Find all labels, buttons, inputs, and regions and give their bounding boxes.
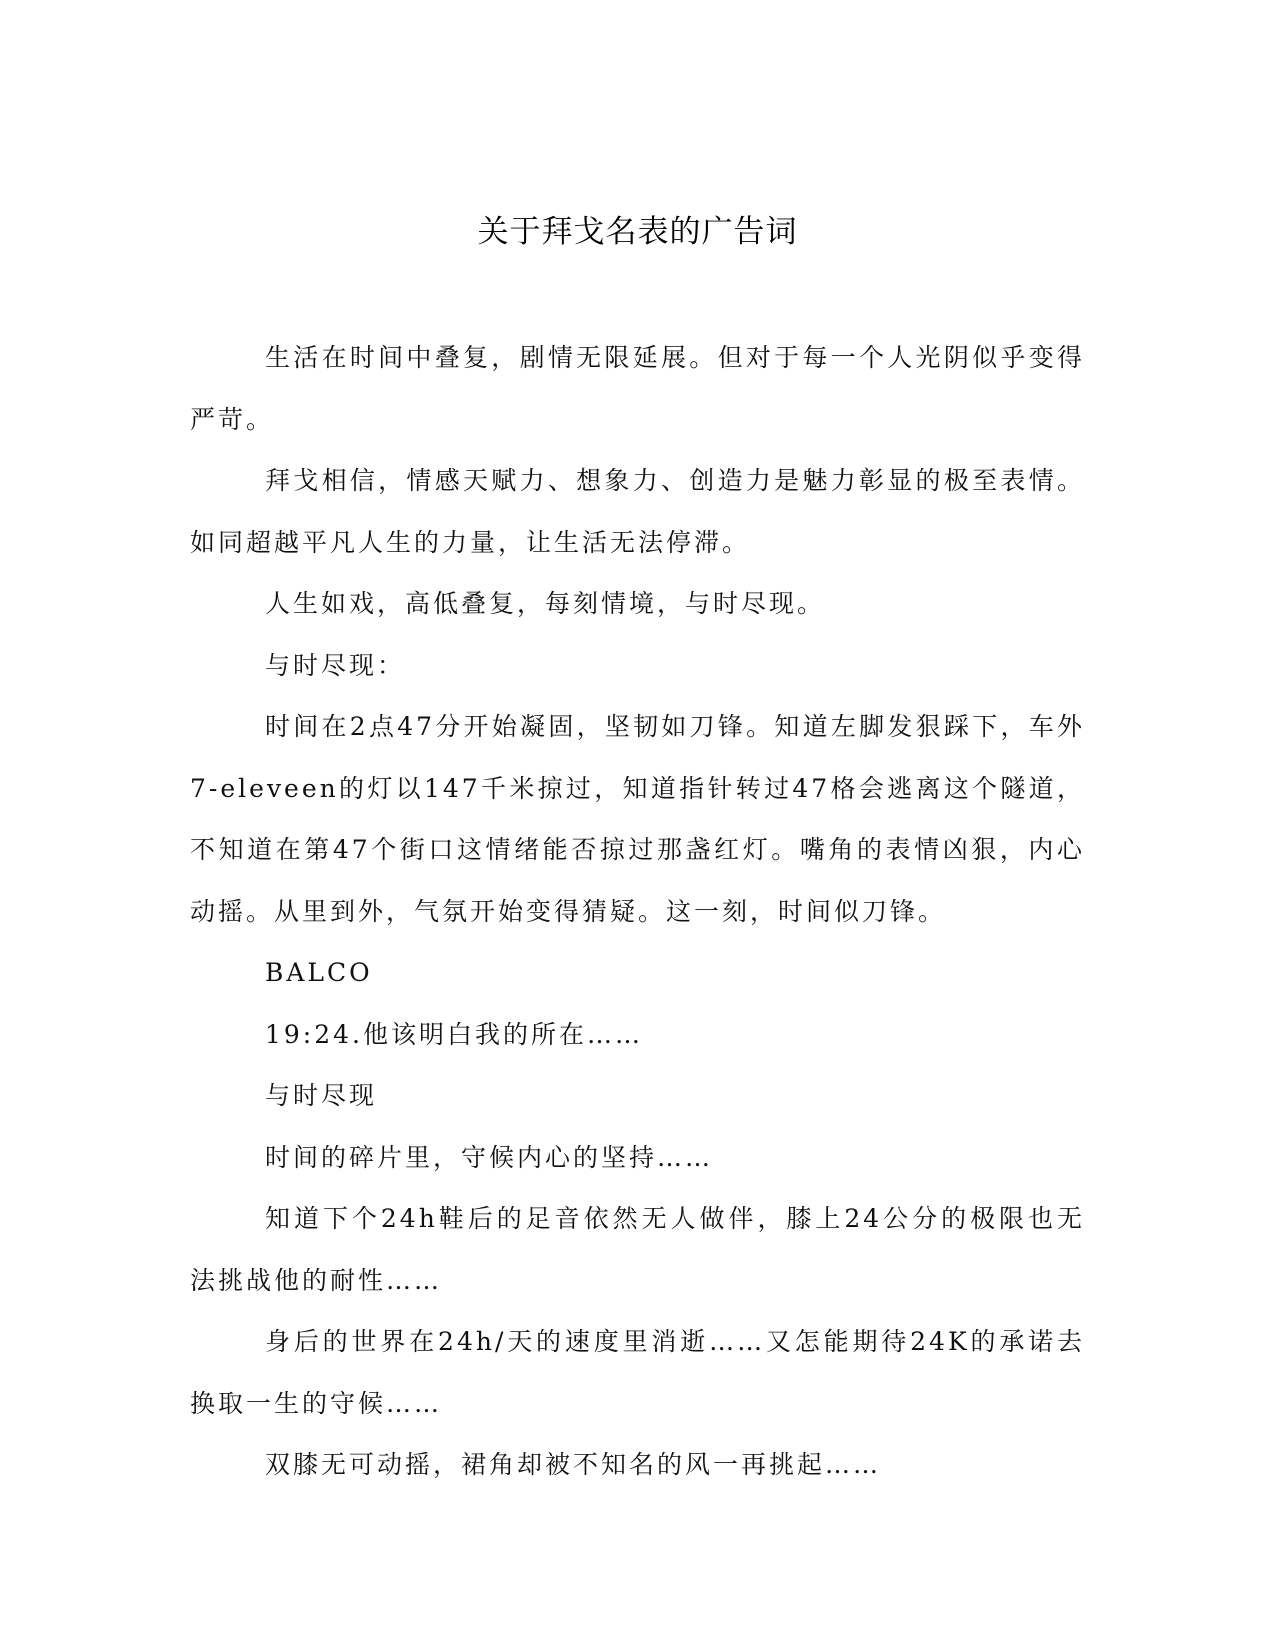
document-title: 关于拜戈名表的广告词 [477, 214, 798, 250]
paragraph-life-as-drama: 人生如戏，高低叠复，每刻情境，与时尽现。 [265, 589, 826, 618]
paragraph-24h-footsteps: 知道下个24h鞋后的足音依然无人做伴，膝上24公分的极限也无法挑战他的耐性…… [190, 1204, 1085, 1295]
paragraph-brand: BALCO [265, 958, 373, 987]
paragraph-intro: 生活在时间中叠复，剧情无限延展。但对于每一个人光阴似乎变得严苛。 [190, 343, 1085, 434]
paragraph-belief: 拜戈相信，情感天赋力、想象力、创造力是魅力彰显的极至表情。如同超越平凡人生的力量，让生活无法停滞。 [190, 466, 1085, 557]
paragraph-slogan: 与时尽现 [265, 1081, 378, 1110]
paragraph-24h-world: 身后的世界在24h/天的速度里消逝……又怎能期待24K的承诺去换取一生的守候…… [190, 1327, 1085, 1418]
paragraph-time-1924: 19:24.他该明白我的所在…… [265, 1019, 643, 1049]
paragraph-knees: 双膝无可动摇，裙角却被不知名的风一再挑起…… [265, 1450, 882, 1479]
paragraph-time-freezes: 时间在2点47分开始凝固，坚韧如刀锋。知道左脚发狠踩下，车外7-eleveen的灯以147千米掠过，知道指针转过47格会逃离这个隧道，不知道在第47个街口这情绪能否掠过那盏红灯。嘴角的表情凶狠，内心动摇。从里到外，气氛开始变得猜疑。这一刻，时间似刀锋。 [190, 712, 1085, 926]
document-body [190, 327, 1085, 1496]
paragraph-heading-timely: 与时尽现： [265, 650, 406, 680]
paragraph-fragments: 时间的碎片里，守候内心的坚持…… [265, 1142, 714, 1172]
